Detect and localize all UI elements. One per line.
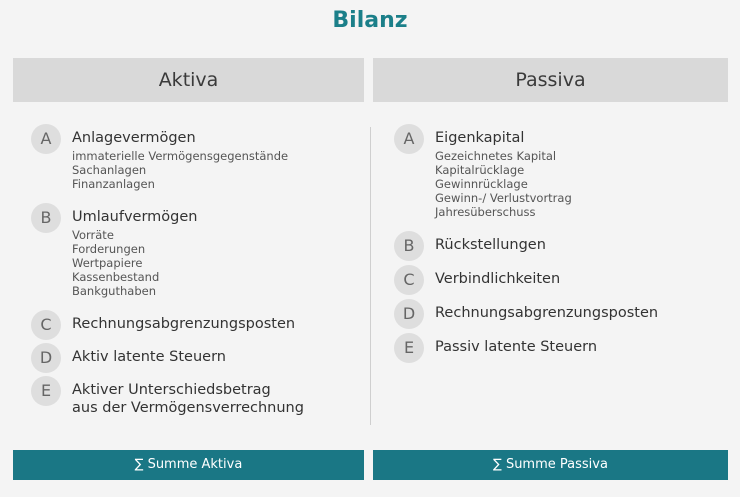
group-title: Aktiv latente Steuern: [72, 349, 226, 365]
group-item: Jahresüberschuss: [435, 205, 536, 219]
group-title: Verbindlichkeiten: [435, 271, 561, 287]
summe-passiva-bar: ∑ Summe Passiva: [373, 450, 728, 480]
column-divider: [370, 127, 371, 425]
aktiva-group-e: [31, 376, 361, 417]
summe-aktiva-bar: ∑ Summe Aktiva: [13, 450, 364, 480]
group-item: Wertpapiere: [72, 256, 143, 270]
letter-badge: B: [394, 231, 424, 261]
letter-badge: C: [31, 310, 61, 340]
aktiva-group-c: [31, 310, 361, 333]
passiva-header: Passiva: [373, 58, 728, 102]
group-item: Kapitalrücklage: [435, 163, 525, 177]
group-title: Rechnungsabgrenzungsposten: [72, 316, 296, 332]
letter-badge: D: [394, 299, 424, 329]
letter-badge: D: [31, 343, 61, 373]
passiva-group-b: [394, 231, 724, 254]
group-item: Bankguthaben: [72, 284, 156, 298]
group-item: Kassenbestand: [72, 270, 160, 284]
group-title: Umlaufvermögen: [72, 209, 198, 225]
page-title: Bilanz: [332, 8, 408, 33]
group-title: Aktiver Unterschiedsbetrag: [72, 382, 271, 398]
letter-badge: E: [394, 333, 424, 363]
group-title: Rechnungsabgrenzungsposten: [435, 305, 659, 321]
passiva-group-a: [394, 124, 724, 219]
aktiva-header: Aktiva: [13, 58, 364, 102]
aktiva-group-d: [31, 343, 361, 366]
aktiva-group-b: [31, 203, 361, 298]
letter-badge: B: [31, 203, 61, 233]
passiva-column: [394, 124, 724, 356]
group-title-line2: aus der Vermögensverrechnung: [72, 400, 304, 416]
letter-badge: A: [31, 124, 61, 154]
group-title: Rückstellungen: [435, 237, 546, 253]
group-item: Gezeichnetes Kapital: [435, 149, 557, 163]
group-title: Eigenkapital: [435, 130, 525, 146]
aktiva-group-a: [31, 124, 361, 191]
group-item: Sachanlagen: [72, 163, 147, 177]
group-item: Gewinn-/ Verlustvortrag: [435, 191, 572, 205]
letter-badge: A: [394, 124, 424, 154]
group-item: Vorräte: [72, 228, 114, 242]
group-title: Passiv latente Steuern: [435, 339, 598, 355]
group-item: immaterielle Vermögensgegenstände: [72, 149, 289, 163]
letter-badge: E: [31, 376, 61, 406]
passiva-group-e: [394, 333, 724, 356]
group-item: Gewinnrücklage: [435, 177, 528, 191]
passiva-group-c: [394, 265, 724, 288]
letter-badge: C: [394, 265, 424, 295]
aktiva-column: [31, 124, 361, 417]
passiva-group-d: [394, 299, 724, 322]
group-item: Finanzanlagen: [72, 177, 155, 191]
group-title: Anlagevermögen: [72, 130, 196, 146]
group-item: Forderungen: [72, 242, 146, 256]
